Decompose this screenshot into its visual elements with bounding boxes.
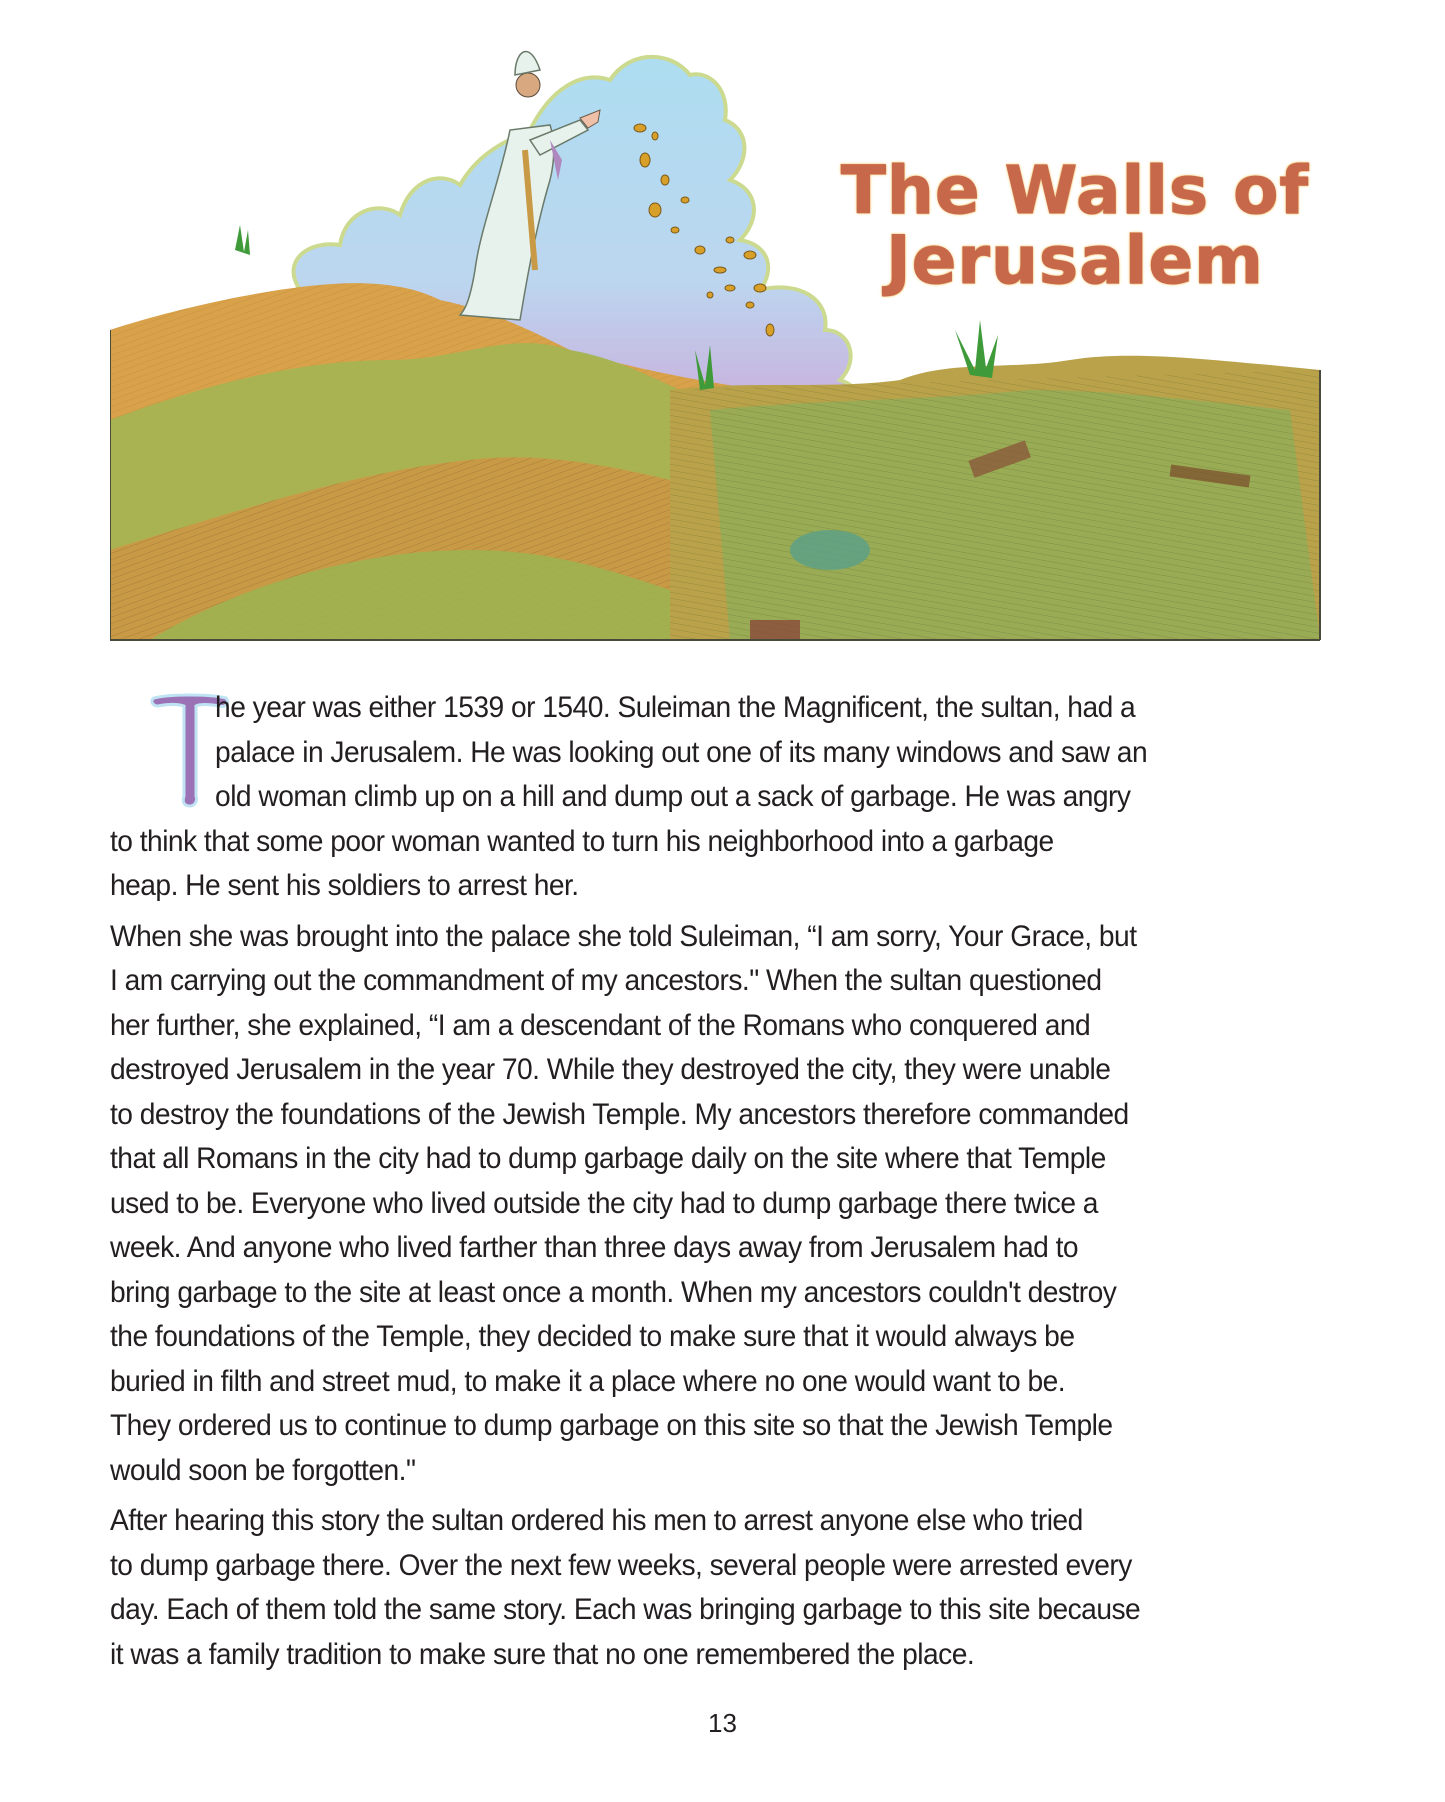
text-line: destroyed Jerusalem in the year 70. While they destroyed the city, they were unable <box>110 1053 1111 1086</box>
text-line: would soon be forgotten." <box>110 1453 416 1487</box>
title-line-1: The Walls of <box>840 152 1310 230</box>
text-line: When she was brought into the palace she told Suleiman, “I am sorry, Your Grace, but <box>110 919 1137 953</box>
story-text <box>110 686 1285 1683</box>
text-line: They ordered us to continue to dump garbage on this site so that the Jewish Temple <box>110 1409 1113 1442</box>
text-line: to dump garbage there. Over the next few weeks, several people were arrested every <box>110 1548 1132 1582</box>
text-line: buried in filth and street mud, to make it a place where no one would want to be. <box>110 1364 1066 1398</box>
text-line: he year was either 1539 or 1540. Suleiman the Magnificent, the sultan, had a <box>215 691 1136 724</box>
text-line: week. And anyone who lived farther than three days away from Jerusalem had to <box>110 1231 1079 1264</box>
grass-tuft <box>235 225 250 255</box>
text-line: to destroy the foundations of the Jewish Temple. My ancestors therefore commanded <box>110 1097 1129 1131</box>
text-line: it was a family tradition to make sure that no one remembered the place. <box>110 1637 975 1671</box>
text-line: bring garbage to the site at least once a month. When my ancestors couldn't destroy <box>110 1275 1117 1309</box>
page-number: 13 <box>708 1708 737 1738</box>
text-line: After hearing this story the sultan ordered his men to arrest anyone else who tried <box>110 1504 1083 1537</box>
text-line: used to be. Everyone who lived outside the city had to dump garbage there twice a <box>110 1186 1098 1220</box>
paragraph-2 <box>110 915 1285 1494</box>
text-line: that all Romans in the city had to dump garbage daily on the site where that Temple <box>110 1142 1106 1175</box>
text-line: I am carrying out the commandment of my ancestors." When the sultan questioned <box>110 964 1102 997</box>
text-line: heap. He sent his soldiers to arrest her. <box>110 869 579 902</box>
text-line: her further, she explained, “I am a descendant of the Romans who conquered and <box>110 1008 1091 1042</box>
paragraph-3 <box>110 1499 1285 1677</box>
text-line: palace in Jerusalem. He was looking out one of its many windows and saw an <box>215 735 1148 769</box>
paragraph-1 <box>110 686 1285 909</box>
page-title <box>840 152 1310 300</box>
text-line: old woman climb up on a hill and dump out a sack of garbage. He was angry <box>215 780 1131 813</box>
text-line: to think that some poor woman wanted to turn his neighborhood into a garbage <box>110 824 1054 858</box>
hill-illustration <box>110 30 1330 670</box>
title-line-2: Jerusalem <box>886 222 1264 300</box>
text-line: day. Each of them told the same story. Each was bringing garbage to this site because <box>110 1593 1141 1626</box>
text-line: the foundations of the Temple, they decided to make sure that it would always be <box>110 1320 1075 1353</box>
